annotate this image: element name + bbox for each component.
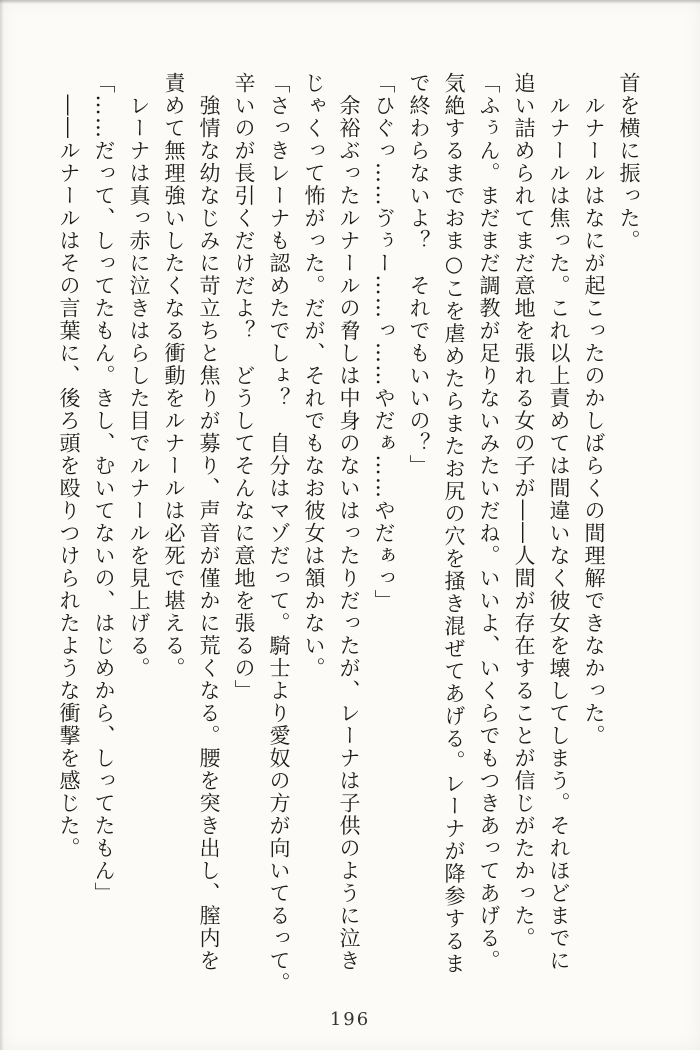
text-line: 「……だって、しってたもん。きし、むいてないの、はじめから、しってたもん」: [92, 72, 116, 905]
text-line: ルナールは焦った。これ以上責めては間違いなく彼女を壊してしまう。それほどまでに: [547, 72, 571, 972]
text-block: [51, 72, 646, 1024]
text-line: 責めて無理強いしたくなる衝動をルナールは必死で堪える。: [162, 72, 186, 680]
text-line: 追い詰められてまだ意地を張れる女の子が――人間が存在することが信じがたかった。: [512, 72, 536, 950]
text-line: 余裕ぶったルナールの脅しは中身のないはったりだったが、レーナは子供のように泣き: [337, 72, 361, 972]
text-line: 「さっきレーナも認めたでしょ？ 自分はマゾだって。騎士より愛奴の方が向いてるって。: [267, 72, 291, 995]
text-line: レーナは真っ赤に泣きはらした目でルナールを見上げる。: [127, 72, 151, 680]
text-line: 首を横に振った。: [617, 72, 641, 252]
text-line: ルナールはなにが起こったのかしばらくの間理解できなかった。: [582, 72, 606, 747]
text-line: で終わらないよ？ それでもいいの？」: [407, 72, 431, 477]
text-line: 気絶するまでおま○こを虐めたらまたお尻の穴を掻き混ぜてあげる。レーナが降参するま: [442, 72, 466, 975]
text-line: 「ふぅん。まだまだ調教が足りないみたいだね。いいよ、いくらでもつきあってあげる。: [477, 72, 501, 972]
scan-edge-left: [0, 0, 4, 1050]
scan-edge-top: [0, 0, 700, 4]
text-line: 強情な幼なじみに苛立ちと焦りが募り、声音が僅かに荒くなる。腰を突き出し、膣内を: [197, 72, 221, 972]
text-line: じゃくって怖がった。だが、それでもなお彼女は頷かない。: [302, 72, 326, 680]
text-line: 「ひぐっ……ゔぅー……っ……やだぁ……やだぁっ」: [372, 72, 396, 612]
page-number: 196: [329, 1009, 371, 1030]
text-line: ――ルナールはその言葉に、後ろ頭を殴りつけられたような衝撃を感じた。: [57, 72, 81, 860]
text-line: 辛いのが長引くだけだよ？ どうしてそんなに意地を張るの」: [232, 72, 256, 702]
